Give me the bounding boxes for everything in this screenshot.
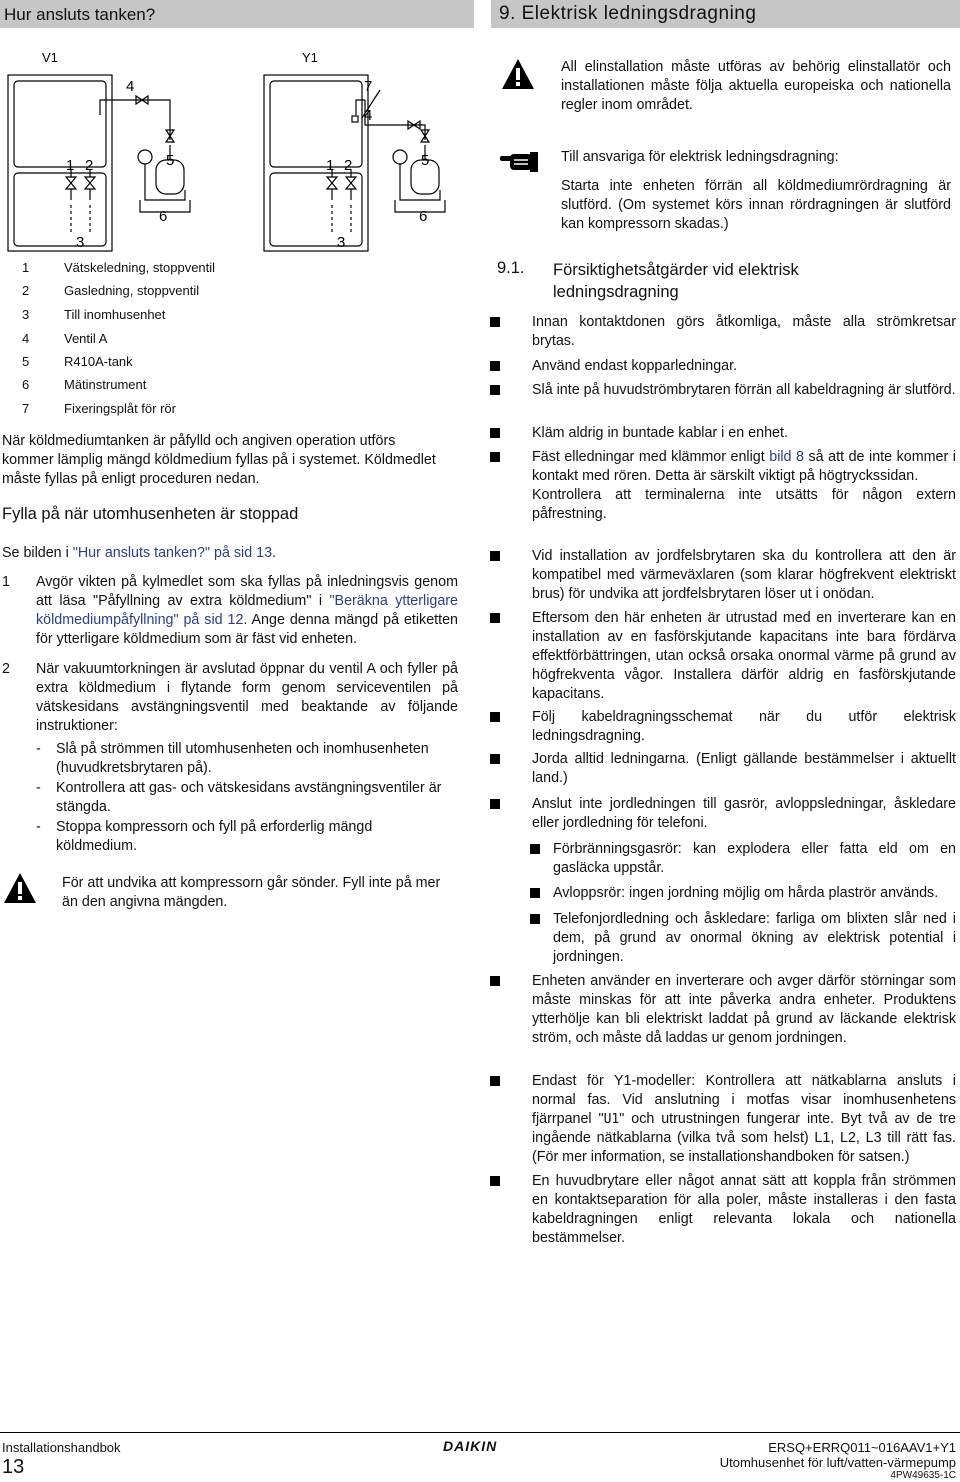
bullet-text: Anslut inte jordledningen till gasrör, avloppsledningar, åskledare eller jordledning för telefoni. <box>532 796 956 831</box>
bullet-square <box>490 1076 500 1086</box>
dash-text: Slå på strömmen till utomhusenheten och inomhusenheten (huvudkretsbrytaren på). <box>56 741 429 776</box>
bullet-text: Följ kabeldragningsschemat när du utför elektrisk ledningsdragning. <box>532 709 956 744</box>
dash-item <box>36 818 456 858</box>
see-prefix: Se bilden i <box>2 545 73 561</box>
intro-line: När köldmediumtanken är påfylld och angiven operation utförs <box>2 433 396 449</box>
note-body: Starta inte enheten förrän all köldmediumrördragning är slutförd. (Om systemet körs innan rördragningen är slutförd kan kompressorn skadas.) <box>561 178 951 232</box>
callout-5-right: 5 <box>421 152 430 169</box>
bullet-square <box>530 844 540 854</box>
bullet-square <box>490 361 500 371</box>
dash-item <box>36 740 456 780</box>
step-2 <box>2 660 458 740</box>
bullet-text: Använd endast kopparledningar. <box>532 358 738 374</box>
callout-2-right: 2 <box>344 157 353 174</box>
left-header-title: Hur ansluts tanken? <box>4 5 156 24</box>
callout-5-left: 5 <box>166 152 175 169</box>
warning-icon <box>501 58 535 90</box>
dash-text: Kontrollera att gas- och vätskesidans avstängningsventiler är stängda. <box>56 780 442 815</box>
see-figure-line <box>2 544 458 563</box>
dash-mark: - <box>36 780 41 796</box>
bullet-item <box>490 750 956 790</box>
legend-text: Ventil A <box>64 331 108 346</box>
bullet-text: Slå inte på huvudströmbrytaren förrän all kabeldragning är slutförd. <box>532 382 956 398</box>
bullet-item <box>490 1072 956 1170</box>
footer-code: 4PW49635-1C <box>890 1470 956 1481</box>
sub-bullet-item <box>530 884 956 904</box>
sub-bullet-text: Telefonjordledning och åskledare: farliga om blixten slår ned i dem, på grund av onormal ökning av elektrisk potential i jordningen. <box>553 911 956 965</box>
bullet-square <box>490 317 500 327</box>
step-1-text-a: Avgör vikten på kylmedlet som ska fyllas på inledningsvis genom att läsa "Påfyllning av extra köldmedium" i <box>36 574 458 609</box>
footer-model: ERSQ+ERRQ011~016AAV1+Y1 <box>768 1440 956 1455</box>
right-header-bar <box>491 0 960 28</box>
bullet-item <box>490 357 956 377</box>
sub-bullet-item <box>530 840 956 880</box>
error-code-display: U1 <box>603 1112 620 1127</box>
bullet-square <box>530 914 540 924</box>
section-title <box>553 259 799 303</box>
bullet-square <box>490 754 500 764</box>
section-number: 9.1. <box>497 259 525 277</box>
bullet-item <box>490 547 956 607</box>
warning-icon <box>3 872 37 904</box>
legend-text: Vätskeledning, stoppventil <box>64 260 216 275</box>
note-title: Till ansvariga för elektrisk ledningsdragning: <box>561 149 839 165</box>
callout-4-left: 4 <box>126 78 135 95</box>
legend-text: Till inomhusenhet <box>64 307 166 322</box>
legend-text: Fixeringsplåt för rör <box>64 401 176 416</box>
warning-text-electrical: All elinstallation måste utföras av behörig elinstallatör och installationen måste följa aktuella europeiska och nationella regler inom området. <box>561 59 951 113</box>
step-2-text: När vakuumtorkningen är avslutad öppnar du ventil A och fyller på extra köldmedium i flytande form genom serviceventilen på vätskesidans avstängningsventil med beaktande av följande instruktioner: <box>36 661 458 734</box>
legend-num: 5 <box>22 354 30 369</box>
bullet-square <box>490 712 500 722</box>
bullet-text-a: Fäst elledningar med klämmor enligt <box>532 449 770 465</box>
callout-7: 7 <box>364 78 373 95</box>
diagram-label-v1: V1 <box>42 50 58 65</box>
see-suffix: . <box>272 545 277 561</box>
dash-mark: - <box>36 741 41 757</box>
daikin-logo: DAIKIN <box>443 1438 498 1454</box>
callout-4-right: 4 <box>364 107 373 124</box>
tank-connection-diagram <box>0 40 474 255</box>
bullet-item <box>490 609 956 707</box>
footer-divider <box>0 1432 960 1433</box>
bullet-text: Innan kontaktdonen görs åtkomliga, måste alla strömkretsar brytas. <box>532 314 956 349</box>
diagram-label-y1: Y1 <box>302 50 318 65</box>
step-number: 1 <box>2 574 10 590</box>
bullet-square <box>530 888 540 898</box>
intro-paragraph <box>2 432 458 489</box>
legend-text: Mätinstrument <box>64 377 147 392</box>
step-1-text <box>36 573 458 649</box>
callout-2-left: 2 <box>85 157 94 174</box>
section-title-line: Försiktighetsåtgärder vid elektrisk <box>553 261 799 279</box>
bullet-text <box>532 448 956 524</box>
calc-refill-link[interactable]: "Beräkna ytterligare köldmediumpåfyllning" på sid 12 <box>36 593 458 628</box>
legend-num: 2 <box>22 283 30 298</box>
callout-6-right: 6 <box>419 208 428 225</box>
figure-8-link[interactable]: bild 8 <box>769 449 804 465</box>
bullet-item <box>490 708 956 748</box>
callout-3-left: 3 <box>76 234 85 251</box>
bullet-text <box>532 1072 956 1167</box>
legend-text: R410A-tank <box>64 354 133 369</box>
bullet-square <box>490 452 500 462</box>
callout-1-left: 1 <box>66 157 75 174</box>
dash-item <box>36 779 456 819</box>
bullet-square <box>490 976 500 986</box>
right-header-title: 9. Elektrisk ledningsdragning <box>499 3 757 24</box>
bullet-item <box>490 381 956 421</box>
bullet-text: Jorda alltid ledningarna. (Enligt gällande bestämmelser i aktuellt land.) <box>532 751 956 786</box>
subheading-stopped: Fylla på när utomhusenheten är stoppad <box>2 505 299 523</box>
bullet-text: Eftersom den här enheten är utrustad med en inverterare kan en installation av en fasförskjutande kapacitans inte bara fördärva effektförbättringen, utan också orsaka onormal värme på grund av högfrekventa vågor. Installera därför aldrig en fasförskjutande kapacitans. <box>532 610 956 702</box>
legend-num: 3 <box>22 307 30 322</box>
legend-num: 1 <box>22 260 30 275</box>
section-title-line: ledningsdragning <box>553 283 679 301</box>
intro-line: måste fyllas på enligt proceduren nedan. <box>2 471 260 487</box>
left-header-bar <box>0 0 474 28</box>
bullet-text-c: Kontrollera att terminalerna inte utsätts för någon extern påfrestning. <box>532 487 956 522</box>
step-number: 2 <box>2 661 10 677</box>
dash-mark: - <box>36 819 41 835</box>
bullet-text-b: " och utrustningen fungerar inte. Byt två av de tre ingående nätkablarna (vilka två som helst) L1, L2, L3 till rätt fas. (För mer information, se installationshandboken för satsen.) <box>532 1111 956 1165</box>
step-1 <box>2 573 458 653</box>
sub-bullet-item <box>530 910 956 970</box>
bullet-item <box>490 1172 956 1252</box>
intro-line: kommer lämplig mängd köldmedium fyllas på i systemet. Köldmedlet <box>2 452 436 468</box>
bullet-square <box>490 799 500 809</box>
footer-product: Utomhusenhet för luft/vatten-värmepump <box>719 1455 956 1470</box>
bullet-item <box>490 795 956 835</box>
callout-1-right: 1 <box>326 157 335 174</box>
legend-num: 4 <box>22 331 30 346</box>
warning-text-left: För att undvika att kompressorn går sönder. Fyll inte på mer än den angivna mängden. <box>62 875 441 910</box>
legend-num: 7 <box>22 401 30 416</box>
bullet-text-b: så att de inte kommer i kontakt med rören. Detta är särskilt viktigt på högtryckssidan. <box>532 449 956 484</box>
footer-manual: Installationshandbok <box>2 1440 121 1455</box>
bullet-item <box>490 972 956 1070</box>
sub-bullet-text: Förbränningsgasrör: kan explodera eller fatta eld om en gasläcka uppstår. <box>553 841 956 876</box>
sub-bullet-text: Avloppsrör: ingen jordning möjlig om hårda plaströr används. <box>553 885 939 901</box>
legend-num: 6 <box>22 377 30 392</box>
bullet-square <box>490 428 500 438</box>
bullet-item <box>490 313 956 353</box>
bullet-text: En huvudbrytare eller något annat sätt att koppla från strömmen en kontaktseparation för alla poler, måste installeras i den fasta kabeldragningen enligt relevanta lokala och nationella bestämmelser. <box>532 1173 956 1246</box>
bullet-square <box>490 551 500 561</box>
bullet-item <box>490 424 956 444</box>
bullet-text-a: Endast för Y1-modeller: Kontrollera att nätkablarna ansluts i normal fas. Vid anslutning i motfas visar inomhusenhetens fjärrpanel " <box>532 1073 956 1127</box>
dash-text: Stoppa kompressorn och fyll på erforderlig mängd köldmedium. <box>56 819 373 854</box>
legend-text: Gasledning, stoppventil <box>64 283 200 298</box>
bullet-square <box>490 613 500 623</box>
footer-page-number: 13 <box>2 1456 25 1478</box>
pointing-hand-icon <box>500 148 540 174</box>
bullet-text: Vid installation av jordfelsbrytaren ska du kontrollera att den är kompatibel med värmeväxlaren (som klarar högfrekvent elektriskt brus) för undvika att jordfelsbrytaren löser ut i onödan. <box>532 548 956 602</box>
callout-6-left: 6 <box>159 208 168 225</box>
bullet-item <box>490 448 956 546</box>
see-figure-link[interactable]: "Hur ansluts tanken?" på sid 13 <box>72 545 273 561</box>
bullet-square <box>490 1176 500 1186</box>
callout-3-right: 3 <box>337 234 346 251</box>
bullet-text: Kläm aldrig in buntade kablar i en enhet. <box>532 425 788 441</box>
bullet-text: Enheten använder en inverterare och avger därför störningar som måste minskas för att inte påverka andra enheter. Produktens ytterhölje kan bli elektriskt laddat på grund av läckande elektrisk ström, och måste då laddas ur genom jordningen. <box>532 973 956 1046</box>
step-1-text-b: . Ange denna mängd på etiketten för ytterligare köldmedium som är fäst vid enheten. <box>36 612 458 647</box>
bullet-square <box>490 385 500 395</box>
